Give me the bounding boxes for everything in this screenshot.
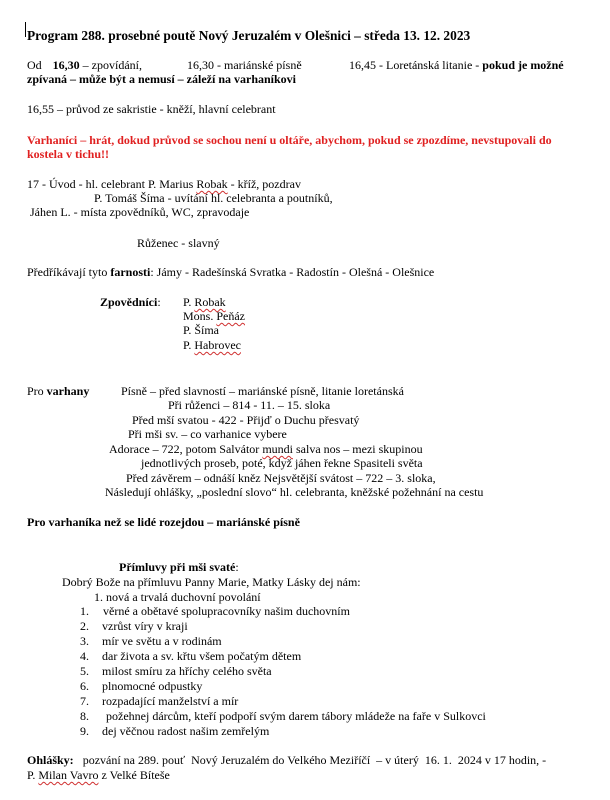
organ-line-5 (109, 442, 423, 456)
intercessions-colon: : (235, 560, 239, 574)
list-item-text: věrné a obětavé spolupracovníky našim duchovním (103, 604, 350, 618)
warning-line-2: kostela v tichu!! (27, 147, 109, 161)
confessors-label (100, 295, 161, 309)
announcements-text: pozvání na 289. pouť Nový Jeruzalém do Velkého Meziříčí – v úterý 16. 1. 2024 v 17 hodin, - (73, 753, 547, 767)
schedule-litany (349, 58, 564, 72)
organ-line-3: Před mší svatou - 422 - Přijď o Duchu přesvatý (132, 413, 360, 427)
schedule-confession: – zpovídání, (82, 58, 142, 72)
list-item-text: rozpadající manželství a mír (102, 694, 239, 708)
intercessions-first: 1. nová a trvalá duchovní povolání (94, 590, 261, 604)
parishes-list: : Jámy - Radešínská Svratka - Radostín - Olešná - Olešnice (150, 265, 435, 279)
intro-line-2: P. Tomáš Šíma - uvítání hl. celebranta a poutníků, (94, 191, 333, 205)
list-item-text: vzrůst víry v kraji (102, 619, 188, 633)
confessor-1-name: Robak (194, 295, 226, 309)
organ-line-5-mundi: mundi (262, 442, 293, 456)
organist-note: Pro varhaníka než se lidé rozejdou – mariánské písně (27, 515, 300, 529)
parishes-pre: Předříkávají tyto (27, 265, 111, 279)
list-item-number: 2. (80, 619, 89, 633)
organ-line-7: Před závěrem – odnáší kněz Nejsvětější svátost – 722 – 3. sloka, (126, 471, 436, 485)
page-title: Program 288. prosebné poutě Nový Jeruzalém v Olešnici – středa 13. 12. 2023 (27, 28, 471, 43)
list-item-number: 5. (80, 664, 89, 678)
confessor-4 (183, 338, 241, 352)
list-item-number: 1. (80, 604, 89, 618)
list-item-number: 4. (80, 649, 89, 663)
schedule-procession: 16,55 – průvod ze sakristie - kněží, hlavní celebrant (27, 102, 276, 116)
organ-label (27, 384, 89, 398)
schedule-time-bold: 16,30 (52, 58, 80, 72)
list-item (80, 724, 269, 738)
list-item-number: 6. (80, 679, 89, 693)
confessor-4-title: P. (183, 338, 195, 352)
schedule-line-1 (27, 58, 142, 72)
list-item-number: 8. (80, 709, 89, 723)
intercessions-heading (119, 560, 239, 574)
organ-bold: varhany (46, 384, 90, 398)
announcements-line-2-pre: P. (27, 768, 39, 782)
intro-name: Robak (196, 177, 228, 191)
list-item-number: 9. (80, 724, 89, 738)
intro-rest: - kříž, pozdrav (227, 177, 301, 191)
list-item (80, 649, 301, 663)
parishes-bold: farnosti (110, 265, 151, 279)
organ-line-8: Následují ohlášky, „poslední slovo“ hl. celebranta, kněžské požehnání na cestu (105, 485, 484, 499)
confessor-2 (183, 309, 245, 323)
confessor-4-name: Habrovec (194, 338, 241, 352)
list-item-number: 3. (80, 634, 89, 648)
confessor-1-title: P. (183, 295, 195, 309)
announcements-name: Milan Vavro (38, 768, 99, 782)
schedule-litany-bold: pokud je možné (482, 58, 564, 72)
list-item-text: požehnej dárcům, kteří podpoří svým darem tábory mládeže na faře v Sulkovci (106, 709, 486, 723)
list-item-text: milost smíru za hříchy celého světa (102, 664, 272, 678)
announcements-line-1 (27, 753, 546, 767)
list-item (80, 604, 350, 618)
schedule-songs: 16,30 - mariánské písně (187, 58, 302, 72)
confessor-1 (183, 295, 226, 309)
list-item (80, 694, 238, 708)
list-item-text: dej věčnou radost našim zemřelým (102, 724, 270, 738)
list-item (80, 709, 486, 723)
list-item (80, 679, 202, 693)
organ-line-1: Písně – před slavností – mariánské písně, litanie loretánská (121, 384, 404, 398)
list-item-text: mír ve světu a v rodinám (102, 634, 222, 648)
list-item (80, 664, 272, 678)
text-cursor (25, 22, 26, 37)
intro-line-3: Jáhen L. - místa zpovědníků, WC, zpravodaje (30, 205, 250, 219)
parishes-line (27, 265, 434, 279)
list-item (80, 634, 222, 648)
list-item-text: plnomocné odpustky (102, 679, 203, 693)
intro-line-1 (27, 177, 301, 191)
intro-text: 17 - Úvod - hl. celebrant P. Marius (27, 177, 197, 191)
announcements-label: Ohlášky: (27, 753, 74, 767)
rosary-line: Růženec - slavný (137, 236, 220, 250)
organ-line-5-pre: Adorace – 722, potom Salvátor (109, 442, 263, 456)
organ-line-4: Při mši sv. – co varhanice vybere (128, 427, 287, 441)
confessor-2-title: Mons. (183, 309, 217, 323)
list-item (80, 619, 188, 633)
schedule-od: Od (27, 58, 42, 72)
organ-line-5-post: salva nos – mezi skupinou (292, 442, 423, 456)
intercessions-heading-text: Přímluvy při mši svaté (119, 560, 236, 574)
list-item-text: dar života a sv. křtu všem počatým dětem (102, 649, 302, 663)
organ-line-6: jednotlivých proseb, poté, když jáhen řekne Spasiteli světa (141, 456, 423, 470)
confessor-2-name: Peňáz (216, 309, 245, 323)
schedule-litany-text: 16,45 - Loretánská litanie - (349, 58, 480, 72)
confessors-label-text: Zpovědníci (100, 295, 158, 309)
organ-line-2: Při růženci – 814 - 11. – 15. sloka (168, 398, 331, 412)
announcements-line-2 (27, 768, 170, 782)
intercessions-intro: Dobrý Bože na přímluvu Panny Marie, Matky Lásky dej nám: (62, 575, 361, 589)
schedule-line-2: zpívaná – může být a nemusí – záleží na varhaníkovi (27, 72, 297, 86)
warning-line-1: Varhaníci – hrát, dokud průvod se sochou není u oltáře, abychom, pokud se zpozdíme, nevstupovali do (27, 133, 552, 147)
organ-pro: Pro (27, 384, 47, 398)
confessors-colon: : (157, 295, 161, 309)
announcements-line-2-post: z Velké Bíteše (98, 768, 170, 782)
list-item-number: 7. (80, 694, 89, 708)
confessor-3: P. Šíma (183, 323, 220, 337)
